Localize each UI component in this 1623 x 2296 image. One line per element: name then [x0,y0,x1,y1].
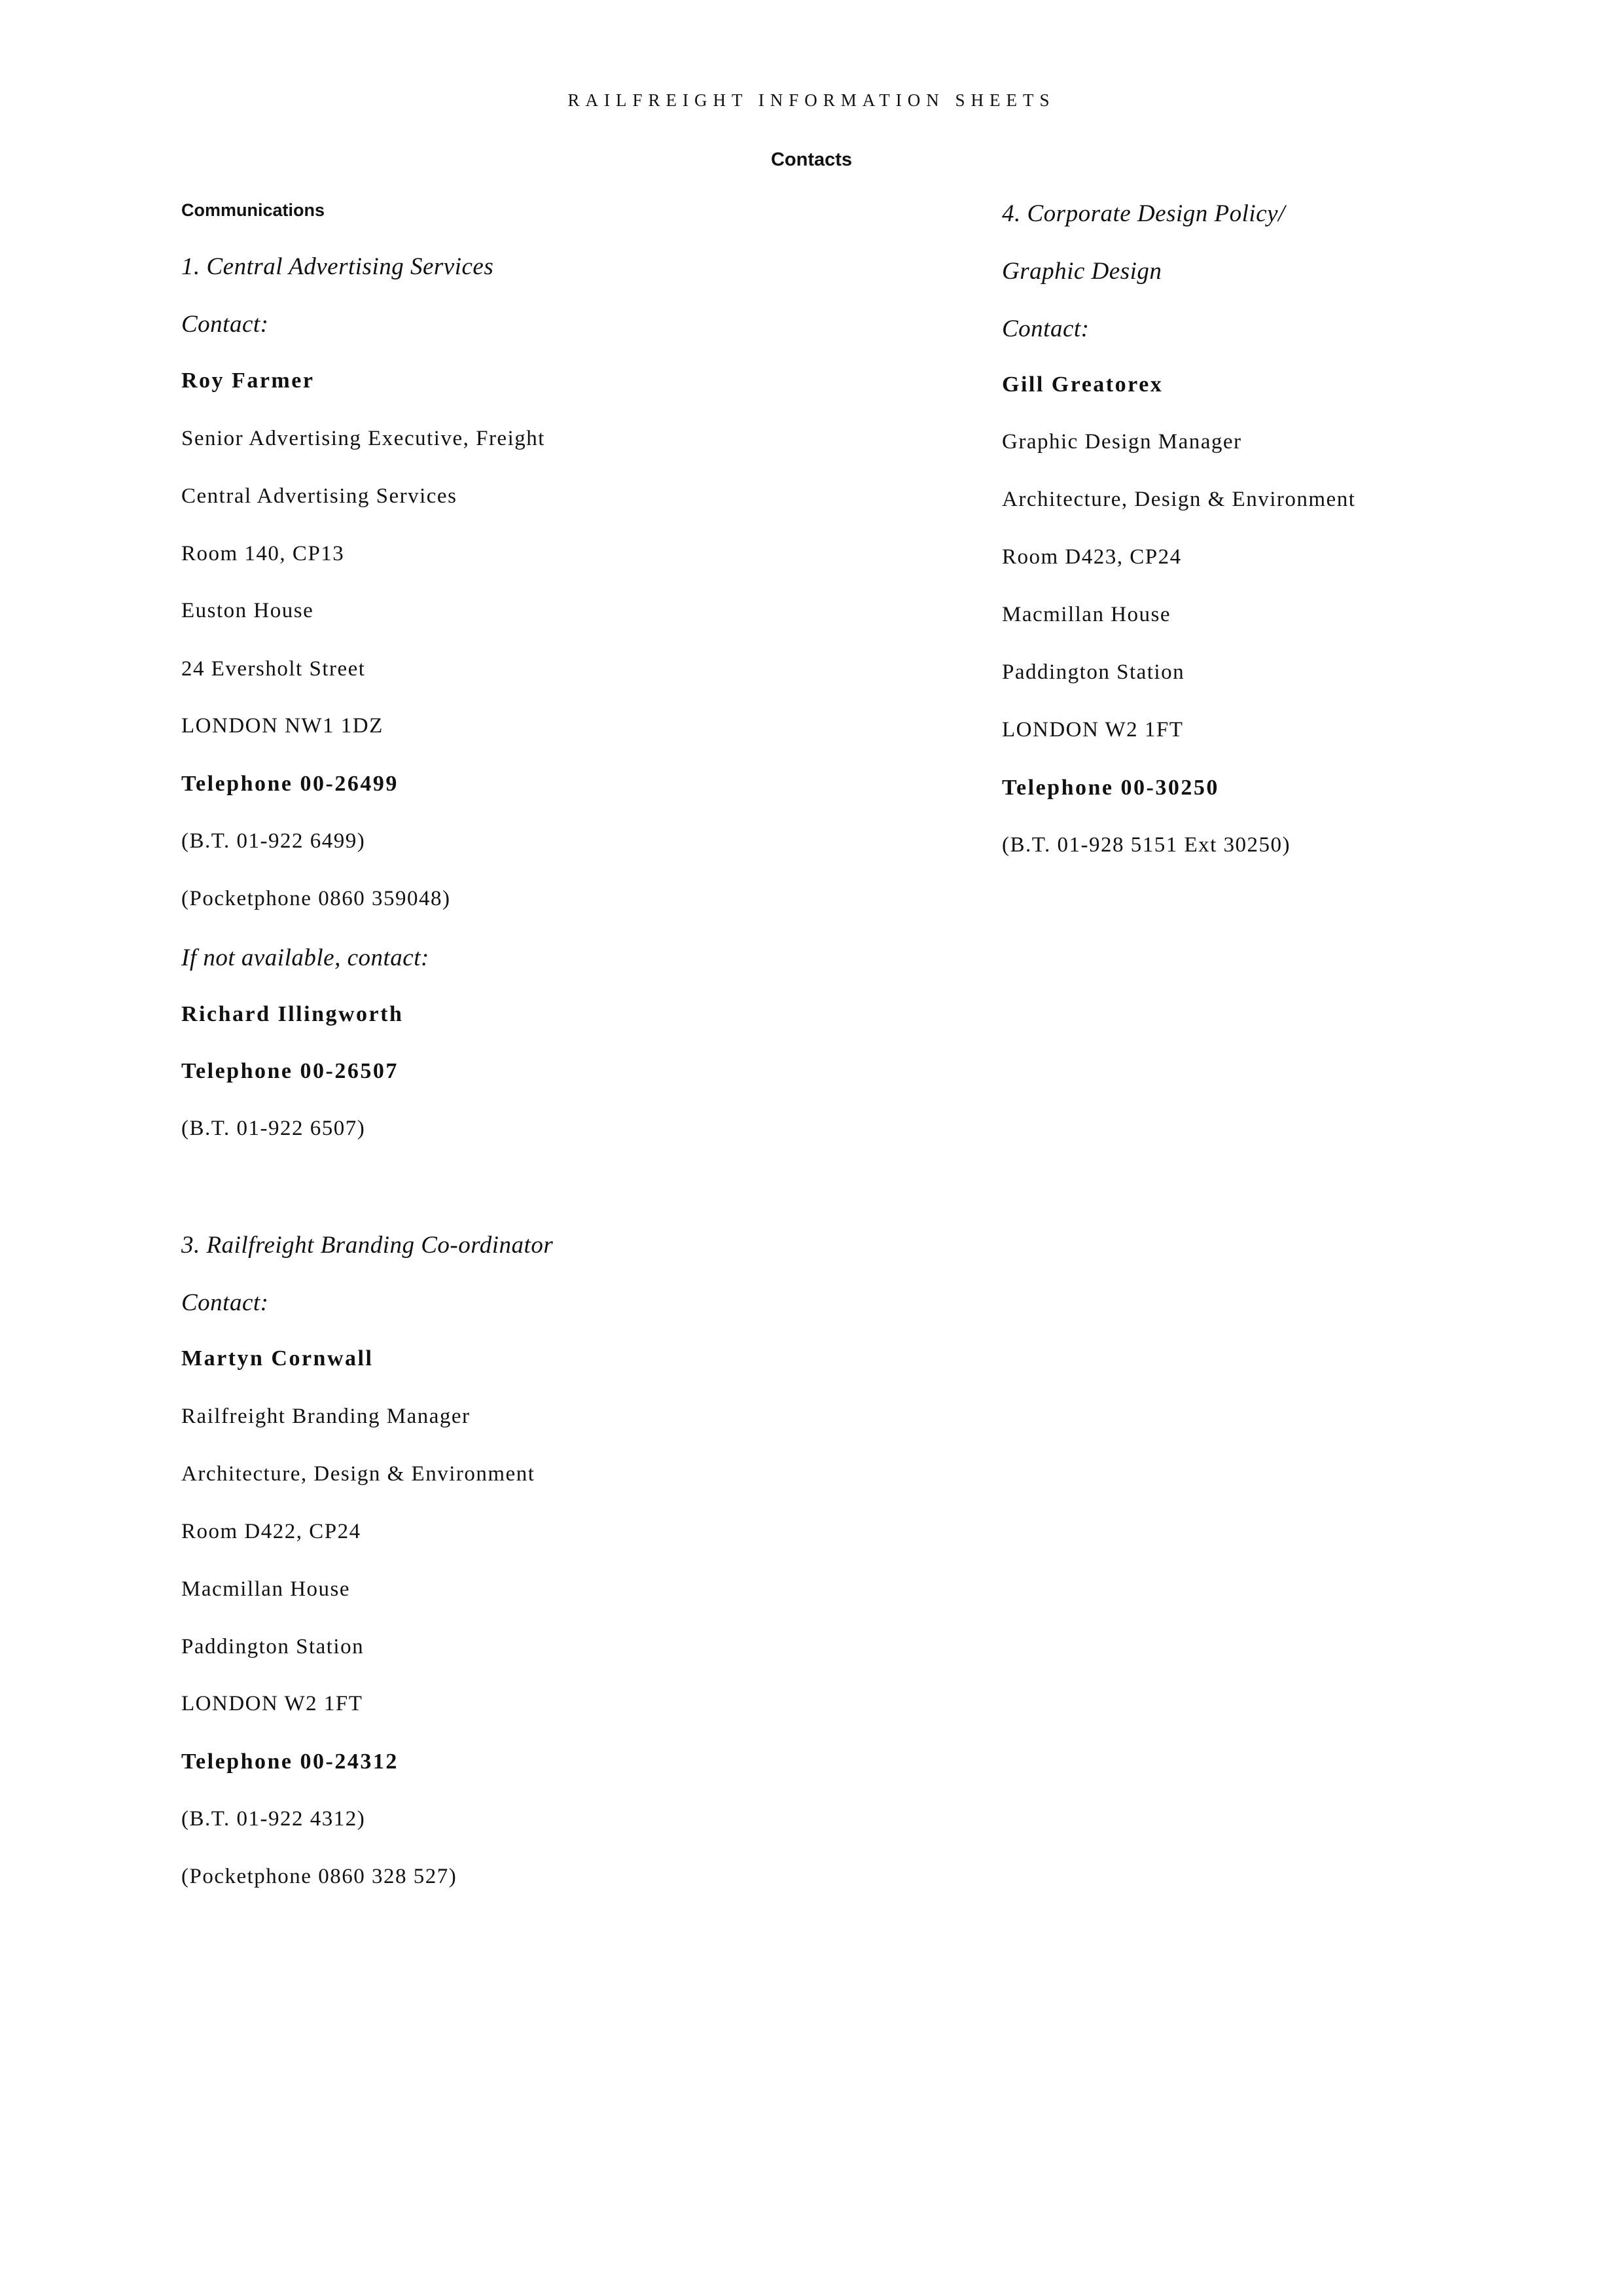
contact-label: Contact: [181,1289,269,1316]
contact-label: Contact: [1002,315,1090,342]
entry-heading-continued: Graphic Design [1002,258,1162,285]
contact-department: Central Advertising Services [181,484,457,508]
right-column [1002,0,1591,2296]
contact-department: Architecture, Design & Environment [1002,488,1356,511]
contact-telephone: Telephone 00-24312 [181,1749,399,1774]
contact-building: Macmillan House [181,1577,351,1601]
contact-city: LONDON NW1 1DZ [181,714,383,738]
contact-city: LONDON W2 1FT [181,1692,363,1715]
alternate-contact-label: If not available, contact: [181,944,429,971]
contact-street: 24 Eversholt Street [181,657,366,681]
alternate-contact-telephone: Telephone 00-26507 [181,1059,399,1083]
contact-bt-number: (B.T. 01-922 4312) [181,1807,366,1831]
contact-role: Graphic Design Manager [1002,430,1242,454]
contact-pocketphone: (Pocketphone 0860 328 527) [181,1865,457,1888]
contact-building: Macmillan House [1002,603,1171,626]
alternate-contact-name: Richard Illingworth [181,1002,404,1026]
contact-station: Paddington Station [181,1635,365,1659]
contact-city: LONDON W2 1FT [1002,718,1184,742]
section-label: Communications [181,200,325,220]
contact-telephone: Telephone 00-30250 [1002,776,1219,800]
contact-room: Room 140, CP13 [181,542,345,565]
left-column [181,0,901,2296]
contact-room: Room D422, CP24 [181,1520,361,1543]
contact-pocketphone: (Pocketphone 0860 359048) [181,887,451,910]
contact-role: Senior Advertising Executive, Freight [181,427,545,450]
contact-building: Euston House [181,599,314,622]
alternate-contact-bt-number: (B.T. 01-922 6507) [181,1117,366,1140]
contact-station: Paddington Station [1002,660,1185,684]
entry-heading: 4. Corporate Design Policy/ [1002,200,1285,227]
contact-department: Architecture, Design & Environment [181,1462,535,1486]
entry-heading: 1. Central Advertising Services [181,253,494,280]
contact-name: Roy Farmer [181,368,315,393]
contact-bt-number: (B.T. 01-928 5151 Ext 30250) [1002,833,1291,857]
contact-telephone: Telephone 00-26499 [181,772,399,796]
document-subtitle: Contacts [770,149,853,170]
contact-room: Room D423, CP24 [1002,545,1182,569]
entry-heading: 3. Railfreight Branding Co-ordinator [181,1232,554,1259]
document-header: RAILFREIGHT INFORMATION SHEETS [567,90,1056,110]
contact-role: Railfreight Branding Manager [181,1405,471,1428]
contact-name: Gill Greatorex [1002,372,1164,397]
contact-label: Contact: [181,311,269,338]
contact-bt-number: (B.T. 01-922 6499) [181,829,366,853]
contact-name: Martyn Cornwall [181,1346,374,1371]
